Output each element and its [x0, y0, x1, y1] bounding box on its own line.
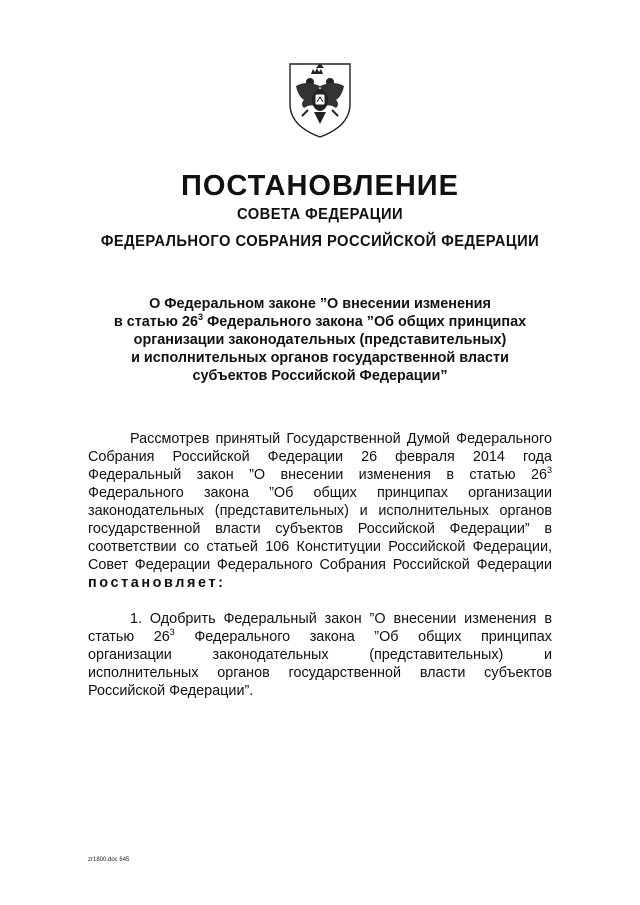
- superscript: 3: [169, 627, 175, 638]
- paragraph-line: Федерального закона ”Об общих принципах организации: [88, 485, 552, 501]
- coat-of-arms-icon: [284, 60, 356, 140]
- subject-line: О Федеральном законе ”О внесении изменения: [149, 296, 491, 312]
- item-1-paragraph: [88, 610, 552, 700]
- document-subtitle-line2: ФЕДЕРАЛЬНОГО СОБРАНИЯ РОССИЙСКОЙ ФЕДЕРАЦИИ: [100, 233, 540, 250]
- preamble-paragraph: [88, 430, 552, 592]
- superscript: 3: [197, 312, 203, 323]
- paragraph-line: соответствии со статьей 106 Конституции Российской Федерации,: [88, 539, 552, 555]
- paragraph-line: государственной власти субъектов Российской Федерации” в: [88, 521, 552, 537]
- resolves-word: постановляет:: [88, 575, 226, 591]
- paragraph-line: Федеральный закон ”О внесении изменения в статью $26^3$: [88, 465, 552, 483]
- paragraph-line: Совет Федерации Федерального Собрания Российской Федерации: [88, 557, 552, 573]
- subject-line: субъектов Российской Федерации”: [192, 368, 448, 384]
- paragraph-line: статью $26^3$ Федерального закона ”Об общих принципах: [88, 627, 553, 645]
- paragraph-line: 1. Одобрить Федеральный закон ”О внесении изменения в: [130, 611, 552, 627]
- subject-block: [70, 295, 570, 385]
- document-code: zr1800.doc 645: [88, 857, 130, 863]
- document-title: ПОСТАНОВЛЕНИЕ: [181, 170, 459, 202]
- paragraph-line: Собрания Российской Федерации 26 февраля 2014 года: [88, 449, 552, 465]
- paragraph-line: организации законодательных (представительных) и: [88, 647, 552, 663]
- subject-line: организации законодательных (представительных): [133, 332, 507, 348]
- subject-line: и исполнительных органов государственной власти: [131, 350, 509, 366]
- document-subtitle-line1: СОВЕТА ФЕДЕРАЦИИ: [236, 206, 404, 223]
- paragraph-line: Рассмотрев принятый Государственной Думой Федерального: [130, 431, 552, 447]
- superscript: 3: [546, 465, 552, 476]
- paragraph-line: исполнительных органов государственной власти субъектов: [88, 665, 552, 681]
- paragraph-line: законодательных (представительных) и исполнительных органов: [88, 503, 552, 519]
- paragraph-line: Российской Федерации”.: [88, 683, 254, 699]
- subject-line: в статью $26^3$ Федерального закона ”Об общих принципах: [113, 312, 527, 330]
